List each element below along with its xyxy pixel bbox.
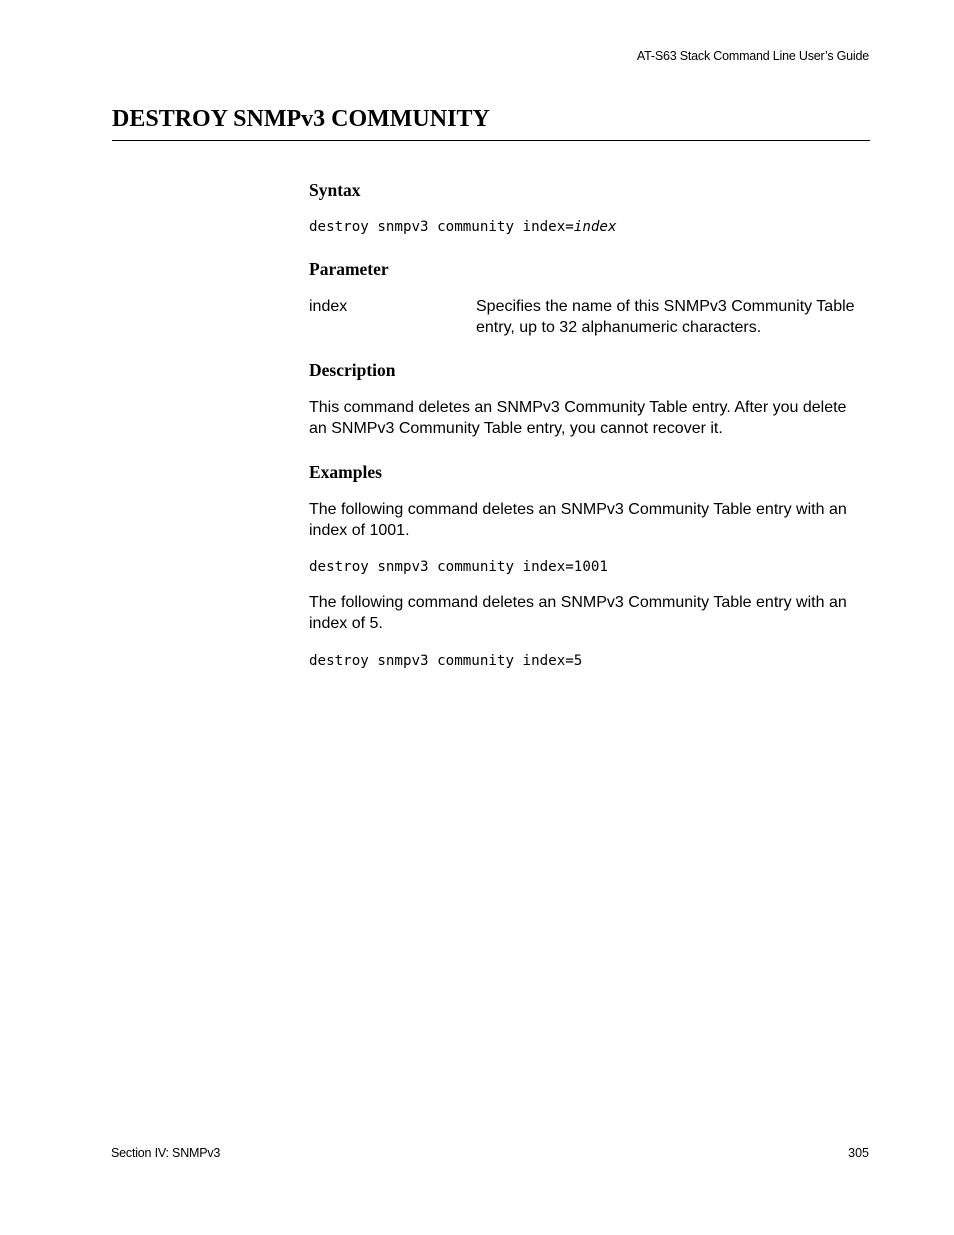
description-heading: Description (309, 360, 396, 380)
syntax-command-variable: index (573, 219, 617, 235)
example-1-text: The following command deletes an SNMPv3 Community Table entry with an index of 1001. (309, 501, 847, 539)
description-text: This command deletes an SNMPv3 Community Table entry. After you delete an SNMPv3 Community Table entry, you cannot recover it. (309, 399, 847, 437)
parameter-description: Specifies the name of this SNMPv3 Community Table entry, up to 32 alphanumeric characters. (476, 298, 855, 336)
parameter-heading: Parameter (309, 259, 389, 279)
running-header: AT-S63 Stack Command Line User’s Guide (636, 49, 869, 63)
syntax-heading: Syntax (309, 180, 361, 200)
syntax-command-prefix: destroy snmpv3 community index= (309, 219, 574, 235)
page-title: DESTROY SNMPv3 COMMUNITY (112, 106, 490, 132)
example-2-text: The following command deletes an SNMPv3 Community Table entry with an index of 5. (309, 594, 847, 632)
syntax-command (309, 217, 617, 237)
example-2-command: destroy snmpv3 community index=5 (309, 653, 583, 669)
example-1-command: destroy snmpv3 community index=1001 (309, 559, 608, 575)
footer-page-number: 305 (848, 1146, 869, 1160)
parameter-name: index (309, 298, 348, 315)
examples-heading: Examples (309, 462, 382, 482)
title-rule (112, 140, 870, 141)
footer-section: Section IV: SNMPv3 (111, 1146, 221, 1160)
